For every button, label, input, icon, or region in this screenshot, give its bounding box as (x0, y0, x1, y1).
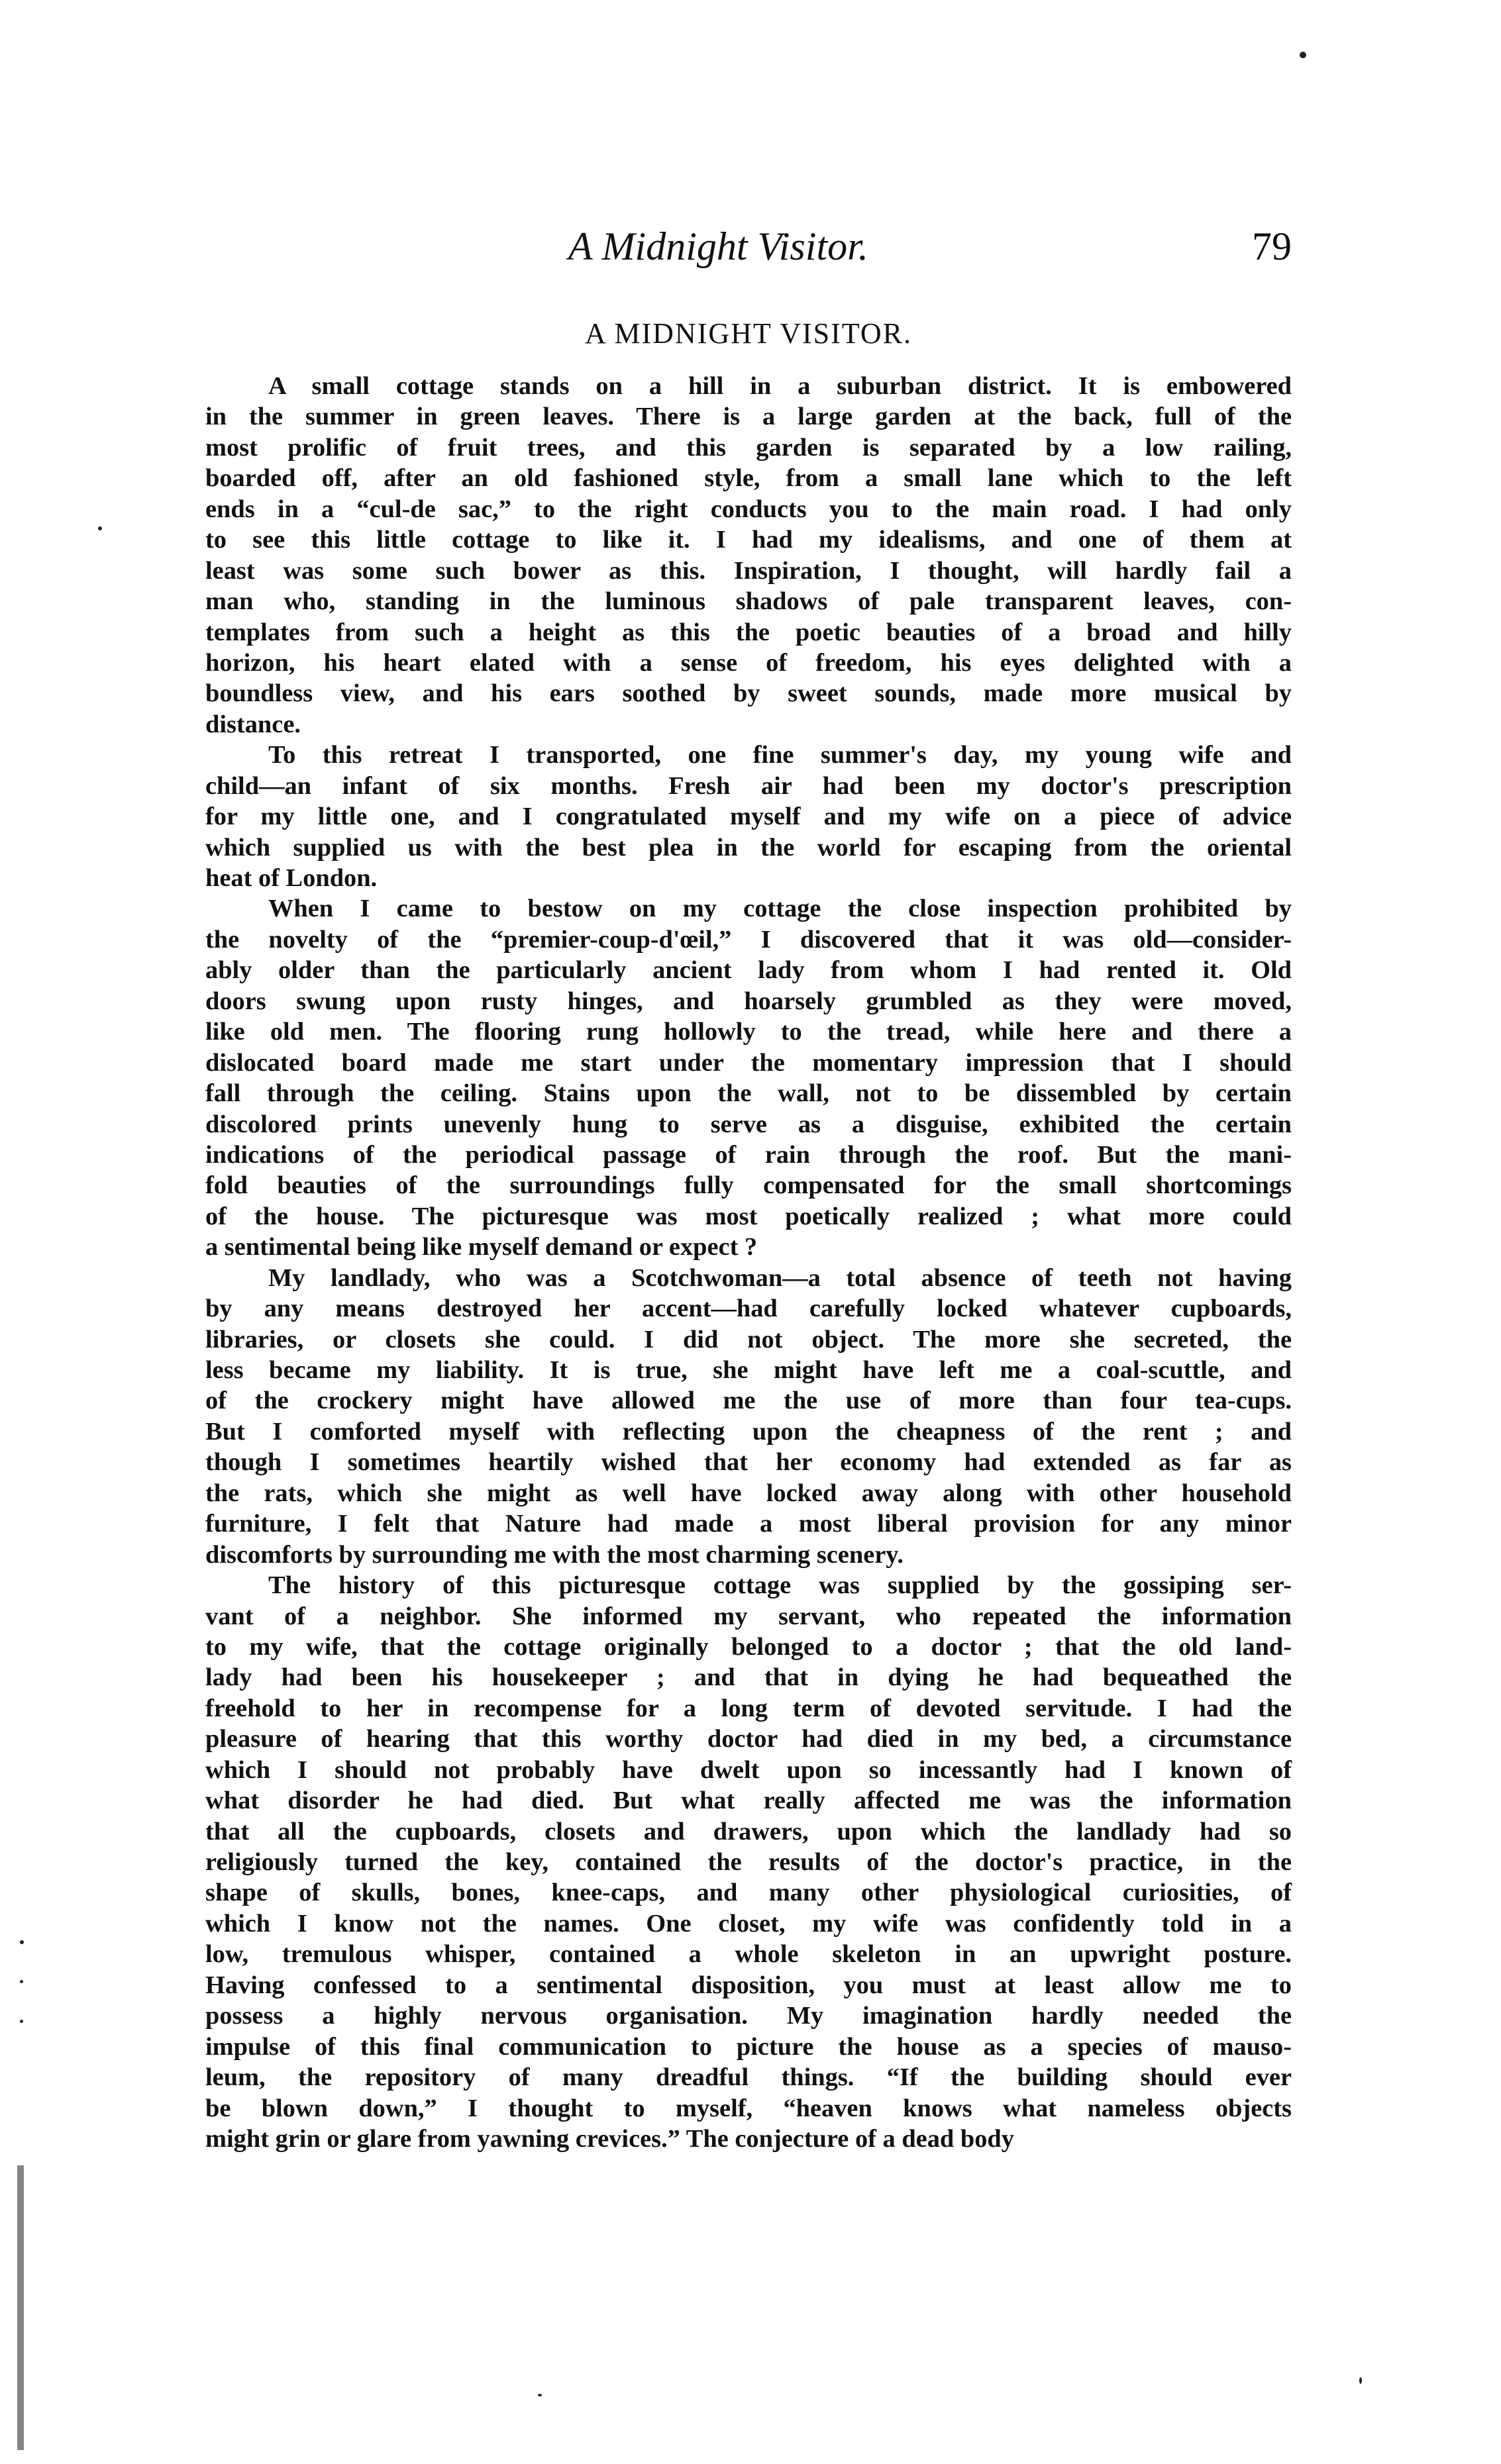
text-line: doors swung upon rusty hinges, and hoarsely grumbled as they were moved, (205, 987, 1292, 1015)
scan-speck (20, 2020, 23, 2023)
text-line: might grin or glare from yawning crevices.” The conjecture of a dead body (205, 2124, 1014, 2153)
text-line: My landlady, who was a Scotchwoman—a total absence of teeth not having (268, 1263, 1292, 1292)
scan-speck (20, 1940, 24, 1944)
text-line: impulse of this final communication to picture the house as a species of mauso- (205, 2032, 1292, 2061)
text-line: religiously turned the key, contained the results of the doctor's practice, in the (205, 1848, 1292, 1876)
text-line: But I comforted myself with reflecting upon the cheapness of the rent ; and (205, 1417, 1292, 1446)
page-number: 79 (1252, 224, 1292, 268)
text-line: heat of London. (205, 864, 378, 892)
text-line: When I came to bestow on my cottage the close inspection prohibited by (268, 895, 1292, 923)
text-line: the novelty of the “premier-coup-d'œil,” I discovered that it was old—consider- (205, 925, 1292, 954)
text-line: which I should not probably have dwelt upon so incessantly had I known of (205, 1755, 1292, 1784)
text-line: boarded off, after an old fashioned style, from a small lane which to the left (205, 464, 1292, 493)
text-line: to see this little cottage to like it. I had my idealisms, and one of them at (205, 526, 1292, 554)
text-line: libraries, or closets she could. I did not object. The more she secreted, the (205, 1325, 1292, 1354)
text-line: vant of a neighbor. She informed my servant, who repeated the information (205, 1602, 1292, 1630)
text-line: most prolific of fruit trees, and this garden is separated by a low railing, (205, 433, 1292, 462)
text-line: which supplied us with the best plea in the world for escaping from the oriental (205, 833, 1292, 862)
text-line: which I know not the names. One closet, my wife was confidently told in a (205, 1909, 1292, 1938)
text-line: that all the cupboards, closets and drawers, upon which the landlady had so (205, 1817, 1292, 1846)
article-title: A MIDNIGHT VISITOR. (585, 317, 912, 350)
paragraph (205, 371, 1292, 740)
text-line: discolored prints unevenly hung to serve as a disguise, exhibited the certain (205, 1110, 1292, 1138)
text-line: by any means destroyed her accent—had carefully locked whatever cupboards, (205, 1295, 1292, 1323)
paragraph (205, 1263, 1292, 1570)
text-line: the rats, which she might as well have locked away along with other household (205, 1479, 1292, 1507)
running-head (205, 224, 1292, 283)
text-line: fold beauties of the surroundings fully compensated for the small shortcomings (205, 1171, 1292, 1200)
text-line: Having confessed to a sentimental disposition, you must at least allow me to (205, 1971, 1292, 1999)
text-line: boundless view, and his ears soothed by sweet sounds, made more musical by (205, 679, 1292, 708)
text-line: least was some such bower as this. Inspiration, I thought, will hardly fail a (205, 556, 1292, 585)
text-line: in the summer in green leaves. There is a large garden at the back, full of the (205, 403, 1292, 431)
text-line: child—an infant of six months. Fresh air had been my doctor's prescription (205, 771, 1292, 800)
scan-edge-mark (17, 2165, 24, 2450)
text-line: though I sometimes heartily wished that her economy had extended as far as (205, 1448, 1292, 1477)
text-line: To this retreat I transported, one fine summer's day, my young wife and (268, 741, 1292, 769)
text-line: a sentimental being like myself demand or expect ? (205, 1233, 758, 1261)
text-line: furniture, I felt that Nature had made a most liberal provision for any minor (205, 1510, 1292, 1538)
text-line: like old men. The flooring rung hollowly to the tread, while here and there a (205, 1018, 1292, 1046)
text-line: man who, standing in the luminous shadows of pale transparent leaves, con- (205, 587, 1292, 616)
paragraph (205, 1570, 1292, 2154)
text-line: ends in a “cul-de sac,” to the right conducts you to the main road. I had only (205, 495, 1292, 523)
text-line: fall through the ceiling. Stains upon the wall, not to be dissembled by certain (205, 1079, 1292, 1108)
text-line: A small cottage stands on a hill in a suburban district. It is embowered (268, 372, 1292, 400)
text-line: indications of the periodical passage of rain through the roof. But the mani- (205, 1140, 1292, 1169)
scan-speck (1359, 2377, 1362, 2384)
text-line: leum, the repository of many dreadful things. “If the building should ever (205, 2063, 1292, 2092)
scan-speck (20, 1980, 23, 1983)
scan-speck (1300, 52, 1306, 58)
text-line: dislocated board made me start under the momentary impression that I should (205, 1048, 1292, 1077)
running-title: A Midnight Visitor. (568, 224, 868, 268)
scan-speck (538, 2394, 542, 2396)
text-line: less became my liability. It is true, she might have left me a coal-scuttle, and (205, 1356, 1292, 1384)
text-line: be blown down,” I thought to myself, “heaven knows what nameless objects (205, 2094, 1292, 2122)
text-line: shape of skulls, bones, knee-caps, and many other physiological curiosities, of (205, 1879, 1292, 1907)
text-line: freehold to her in recompense for a long term of devoted servitude. I had the (205, 1694, 1292, 1722)
text-line: distance. (205, 710, 301, 738)
text-line: of the house. The picturesque was most poetically realized ; what more could (205, 1202, 1292, 1230)
scan-speck (98, 526, 102, 530)
text-line: pleasure of hearing that this worthy doctor had died in my bed, a circumstance (205, 1725, 1292, 1753)
text-line: to my wife, that the cottage originally belonged to a doctor ; that the old land- (205, 1632, 1292, 1661)
text-line: what disorder he had died. But what really affected me was the information (205, 1787, 1292, 1815)
paragraph (205, 893, 1292, 1262)
text-line: for my little one, and I congratulated myself and my wife on a piece of advice (205, 803, 1292, 831)
text-line: templates from such a height as this the poetic beauties of a broad and hilly (205, 618, 1292, 646)
text-line: ably older than the particularly ancient lady from whom I had rented it. Old (205, 956, 1292, 985)
text-line: discomforts by surrounding me with the most charming scenery. (205, 1540, 904, 1569)
text-line: lady had been his housekeeper ; and that in dying he had bequeathed the (205, 1663, 1292, 1692)
paragraph (205, 740, 1292, 893)
text-line: possess a highly nervous organisation. My imagination hardly needed the (205, 2002, 1292, 2030)
text-line: horizon, his heart elated with a sense of freedom, his eyes delighted with a (205, 648, 1292, 677)
article-body (205, 371, 1292, 2154)
text-line: The history of this picturesque cottage was supplied by the gossiping ser- (268, 1571, 1292, 1600)
text-line: of the crockery might have allowed me the use of more than four tea-cups. (205, 1387, 1292, 1415)
text-line: low, tremulous whisper, contained a whole skeleton in an upwright posture. (205, 1940, 1292, 1969)
